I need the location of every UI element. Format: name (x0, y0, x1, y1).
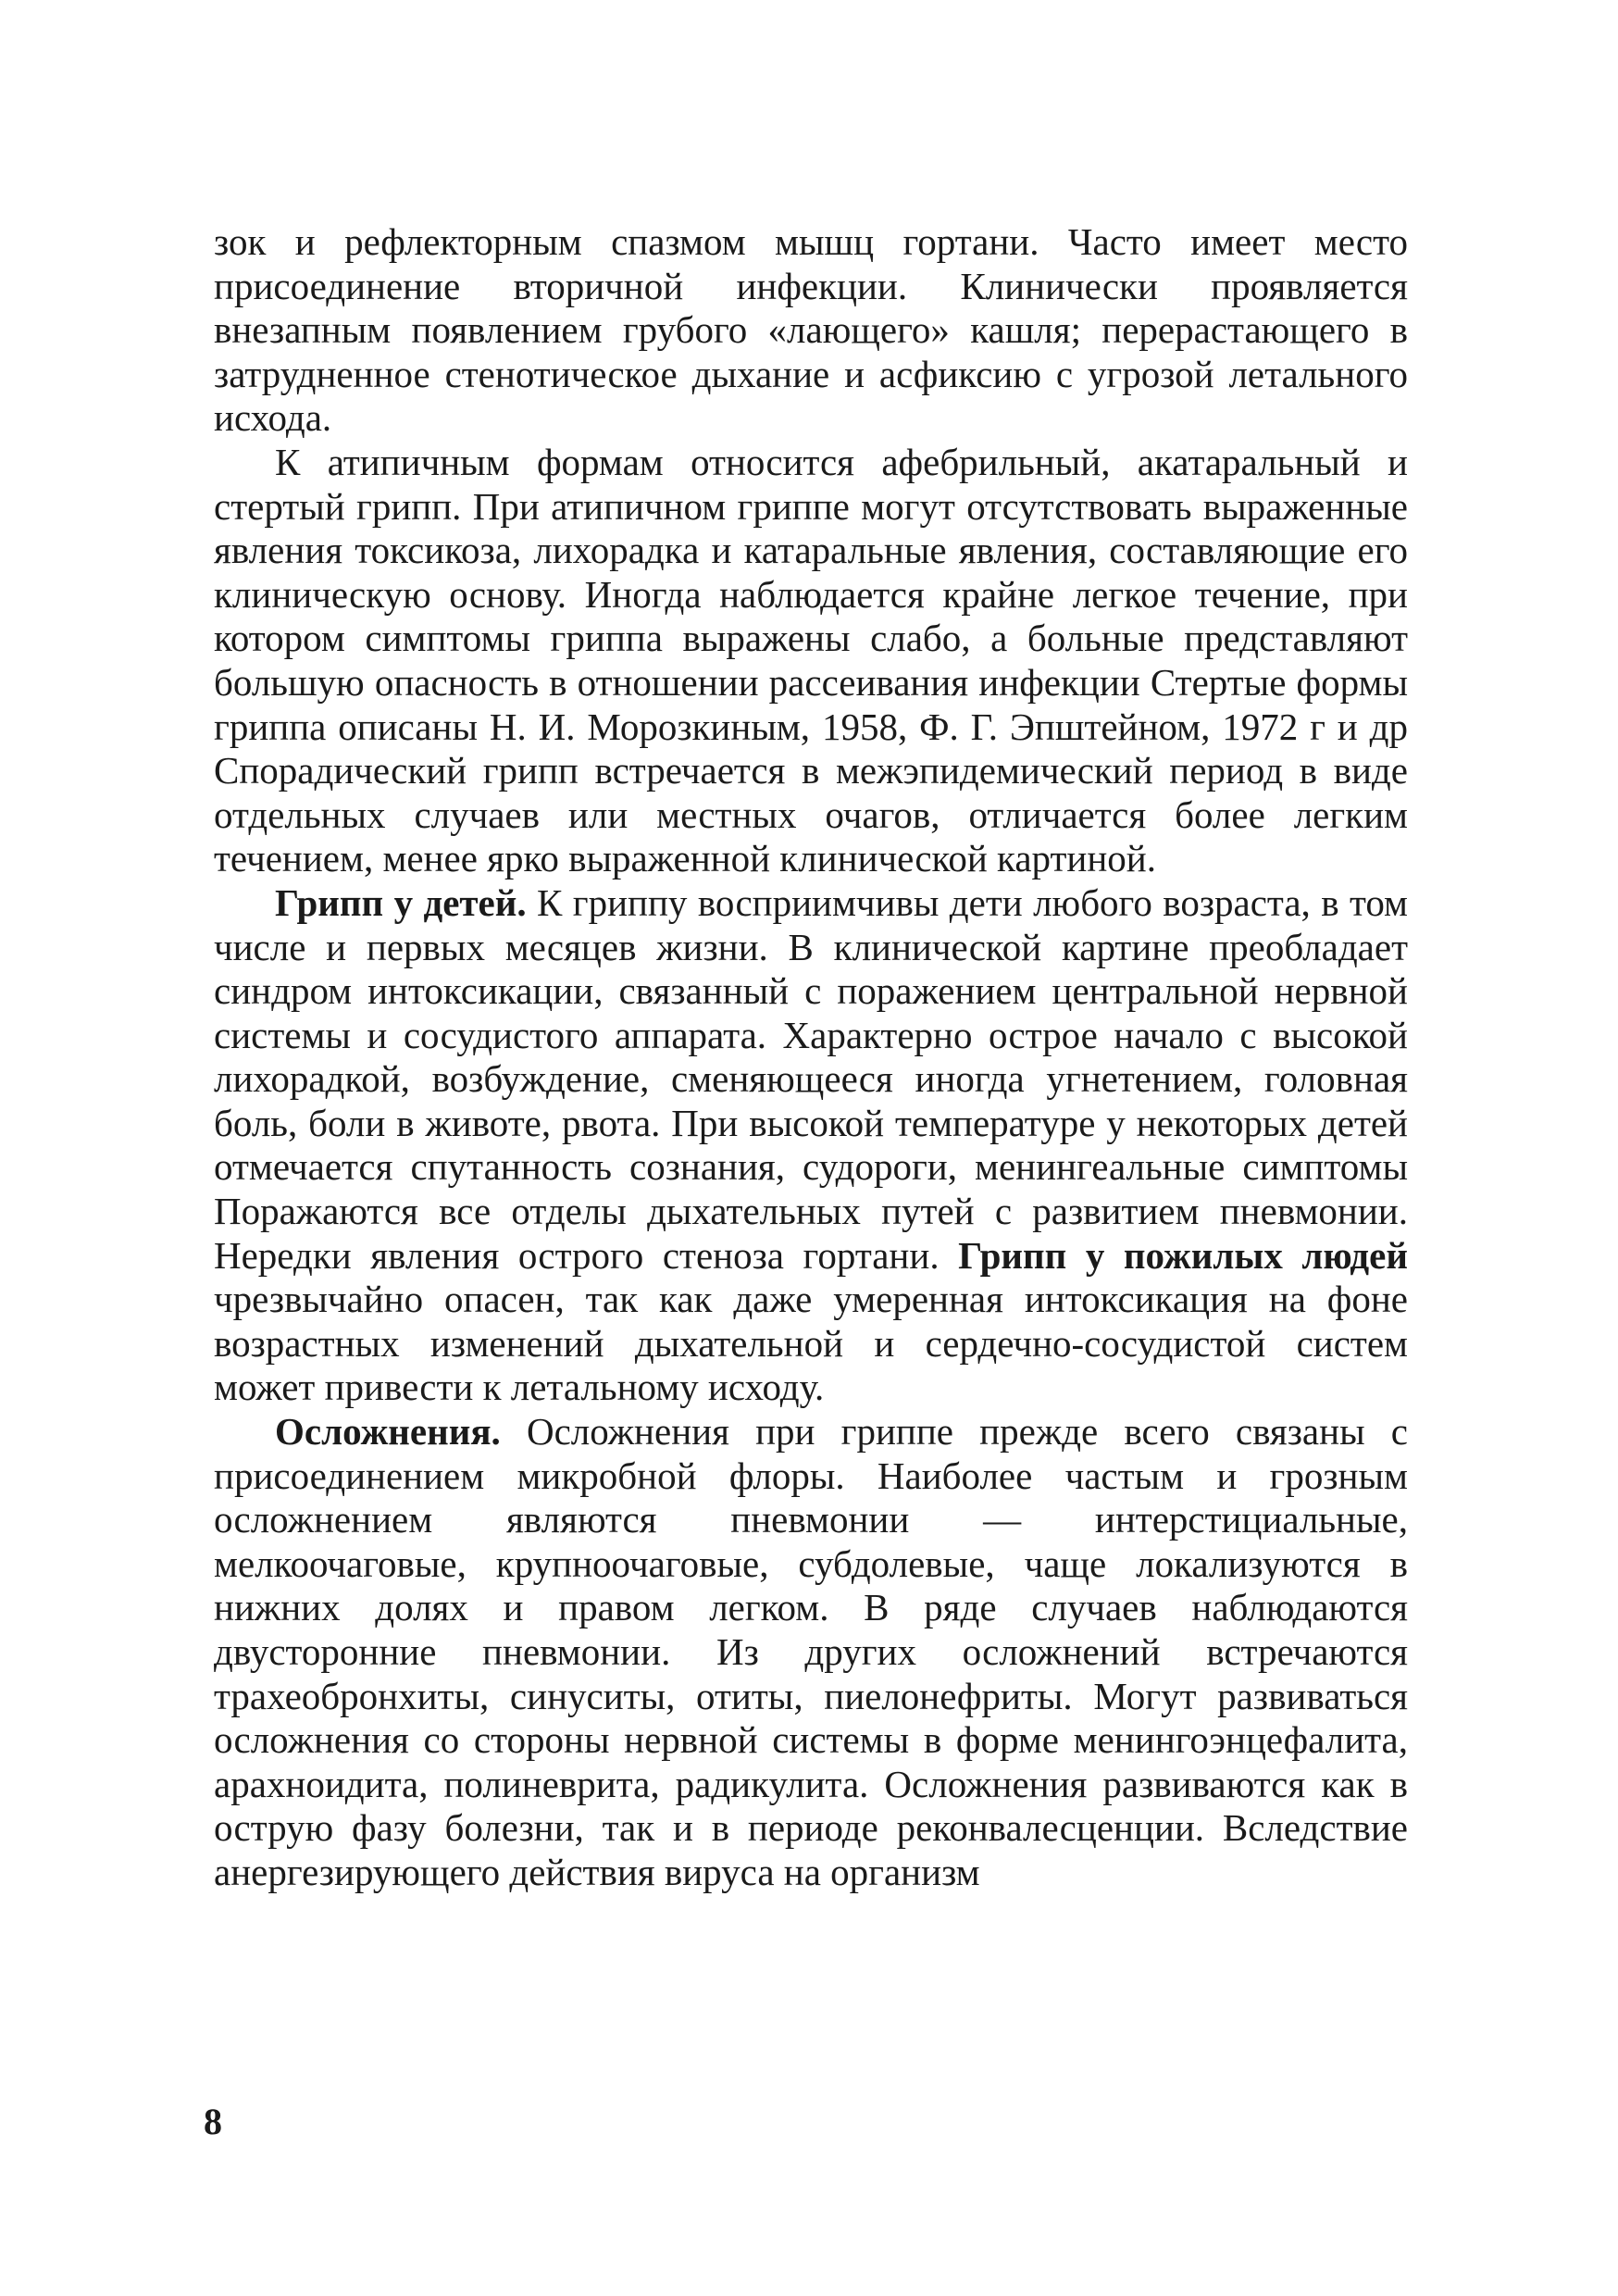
paragraph-continuation: зок и рефлекторным спазмом мышц гортани. Часто имеет место присоединение вторичной инфекции. Клинически проявляется внезапным появлением грубого «лающего» кашля; перерастающего в затрудненное стенотическое дыхание и асфиксию с угрозой летального исхода. (214, 220, 1408, 440)
page-number: 8 (204, 2101, 222, 2142)
text-complications: Осложнения при гриппе прежде всего связаны с присоединением микробной флоры. Наиболее частым и грозным осложнением являются пневмонии — интерстициальные, мелкоочаговые, крупноочаговые, субдолевые, чаще локализуются в нижних долях и правом легком. В ряде случаев наблюдаются двусторонние пневмонии. Из других осложнений встречаются трахеобронхиты, синуситы, отиты, пиелонефриты. Могут развиваться осложнения со стороны нервной системы в форме менингоэнцефалита, арахноидита, полиневрита, радикулита. Осложнения развиваются как в острую фазу болезни, так и в периоде реконвалесценции. Вследствие анергезирующего действия вируса на организм (214, 1410, 1408, 1893)
heading-complications: Осложнения. (275, 1410, 501, 1454)
paragraph-atypical-forms: К атипичным формам относится афебрильный, акатаральный и стертый грипп. При атипичном гриппе могут отсутствовать выраженные явления токсикоза, лихорадка и катаральные явления, составляющие его клиническую основу. Иногда наблюдается крайне легкое течение, при котором симптомы гриппа выражены слабо, а больные представляют большую опасность в отношении рассеивания инфекции Стертые формы гриппа описаны Н. И. Морозкиным, 1958, Ф. Г. Эпштейном, 1972 г и др Спорадический грипп встречается в межэпидемический период в виде отдельных случаев или местных очагов, отличается более легким течением, менее ярко выраженной клинической картиной. (214, 440, 1408, 880)
heading-flu-children: Грипп у детей. (275, 880, 527, 924)
heading-flu-elderly: Грипп у пожилых людей (958, 1233, 1408, 1277)
text-flu-children: К гриппу восприимчивы дети любого возраста, в том числе и первых месяцев жизни. В клинической картине преобладает синдром интоксикации, связанный с поражением центральной нервной системы и сосудистого аппарата. Характерно острое начало с высокой лихорадкой, возбуждение, сменяющееся иногда угнетением, головная боль, боли в животе, рвота. При высокой температуре у некоторых детей отмечается спутанность сознания, судороги, менингеальные симптомы Поражаются все отделы дыхательных путей с развитием пневмонии. Нередки явления острого стеноза гортани. (214, 880, 1408, 1277)
paragraph-children-elderly (214, 881, 1408, 1410)
text-flu-elderly: чрезвычайно опасен, так как даже умеренная интоксикация на фоне возрастных изменений дыхательной и сердечно-сосудистой систем может привести к летальному исходу. (214, 1278, 1408, 1409)
page-body (214, 220, 1408, 1895)
paragraph-complications (214, 1410, 1408, 1895)
